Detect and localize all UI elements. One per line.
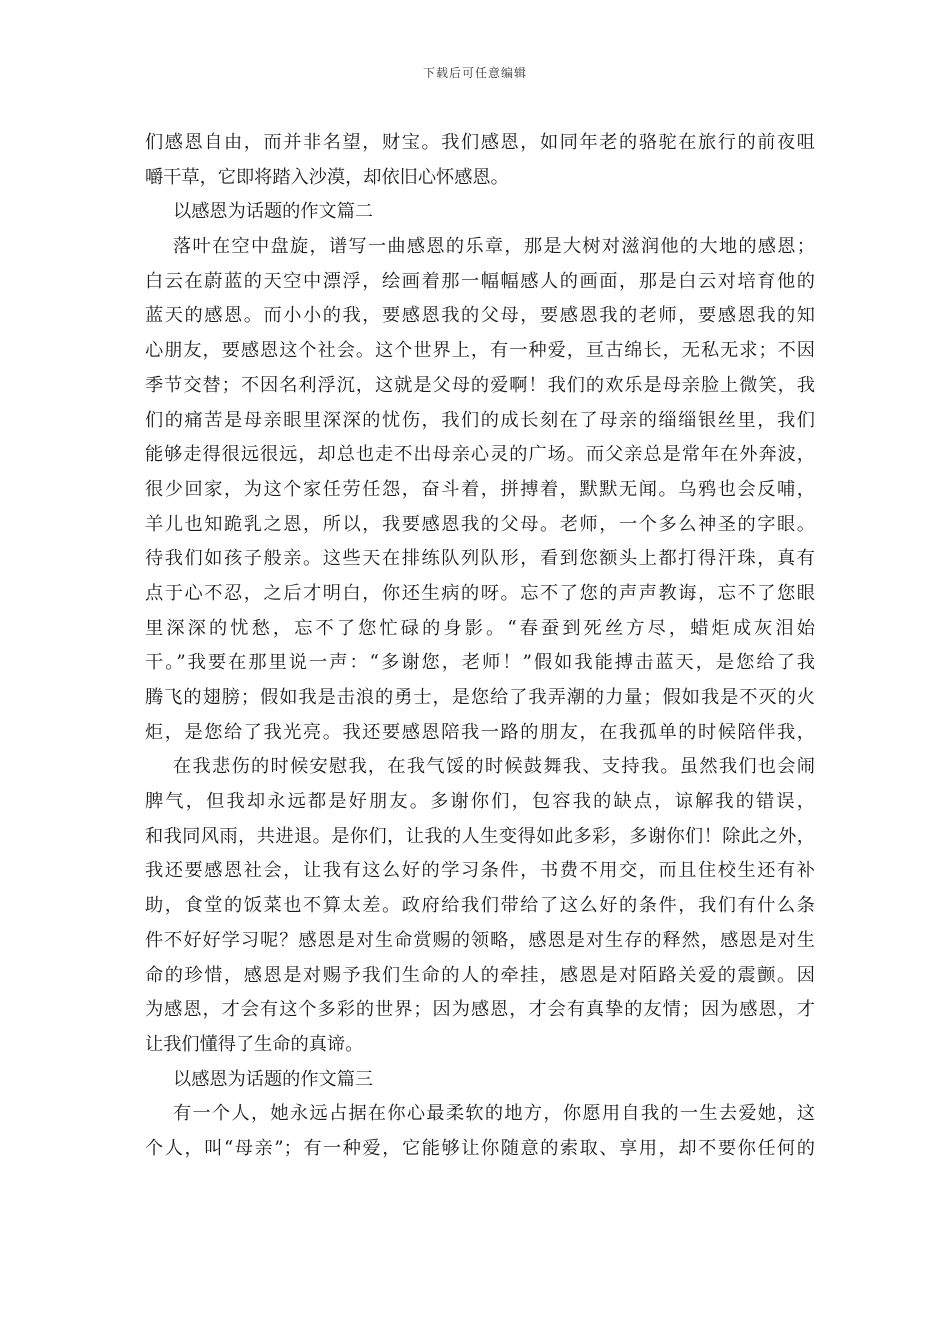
- text-line: 有一个人，她永远占据在你心最柔软的地方，你愿用自我的一生去爱她，这: [173, 1103, 815, 1125]
- text-line: 和我同风雨，共进退。是你们，让我的人生变得如此多彩，多谢你们！除此之外，: [145, 825, 815, 847]
- text-line: 我还要感恩社会，让我有这么好的学习条件，书费不用交，而且住校生还有补: [145, 860, 815, 882]
- text-line: 白云在蔚蓝的天空中漂浮，绘画着那一幅幅感人的画面，那是白云对培育他的: [145, 270, 815, 292]
- text-line: 待我们如孩子般亲。这些天在排练队列队形，看到您额头上都打得汗珠，真有: [145, 548, 815, 570]
- text-line: 干。”我要在那里说一声：“多谢您，老师！”假如我能搏击蓝天，是您给了我: [145, 652, 815, 674]
- text-line: 脾气，但我却永远都是好朋友。多谢你们，包容我的缺点，谅解我的错误，: [145, 791, 815, 813]
- text-line: 助，食堂的饭菜也不算太差。政府给我们带给了这么好的条件，我们有什么条: [145, 895, 815, 917]
- document-body: [145, 126, 815, 1167]
- text-line: 让我们懂得了生命的真谛。: [145, 1033, 364, 1055]
- text-line: 腾飞的翅膀；假如我是击浪的勇士，是您给了我弄潮的力量；假如我是不灭的火: [145, 687, 815, 708]
- section-heading: 以感恩为话题的作文篇二: [173, 201, 374, 223]
- text-line: 里深深的忧愁，忘不了您忙碌的身影。“春蚕到死丝方尽，蜡炬成灰泪始: [145, 617, 815, 639]
- section-heading: 以感恩为话题的作文篇三: [173, 1068, 374, 1090]
- text-line: 个人，叫“母亲”；有一种爱，它能够让你随意的索取、享用，却不要你任何的: [145, 1137, 815, 1159]
- text-line: 季节交替；不因名利浮沉，这就是父母的爱啊！我们的欢乐是母亲脸上微笑，我: [145, 374, 815, 396]
- text-line: 为感恩，才会有这个多彩的世界；因为感恩，才会有真挚的友情；因为感恩，才: [145, 999, 815, 1021]
- text-line: 嚼干草，它即将踏入沙漠，却依旧心怀感恩。: [145, 166, 509, 188]
- text-line: 件不好好学习呢？感恩是对生命赏赐的领略，感恩是对生存的释然，感恩是对生: [145, 929, 815, 951]
- text-line: 羊儿也知跪乳之恩，所以，我要感恩我的父母。老师，一个多么神圣的字眼。: [145, 513, 815, 535]
- text-line: 们感恩自由，而并非名望，财宝。我们感恩，如同年老的骆驼在旅行的前夜咀: [145, 132, 815, 153]
- text-line: 蓝天的感恩。而小小的我，要感恩我的父母，要感恩我的老师，要感恩我的知: [145, 305, 815, 327]
- text-line: 命的珍惜，感恩是对赐予我们生命的人的牵挂，感恩是对陌路关爱的震颤。因: [145, 964, 815, 986]
- text-line: 落叶在空中盘旋，谱写一曲感恩的乐章，那是大树对滋润他的大地的感恩；: [173, 236, 815, 258]
- text-line: 炬，是您给了我光亮。我还要感恩陪我一路的朋友，在我孤单的时候陪伴我，: [145, 721, 815, 743]
- text-line: 很少回家，为这个家任劳任怨，奋斗着，拼搏着，默默无闻。乌鸦也会反哺，: [145, 478, 815, 500]
- text-line: 在我悲伤的时候安慰我，在我气馁的时候鼓舞我、支持我。虽然我们也会闹: [173, 756, 815, 778]
- text-line: 心朋友，要感恩这个社会。这个世界上，有一种爱，亘古绵长，无私无求；不因: [145, 340, 815, 362]
- text-line: 们的痛苦是母亲眼里深深的忧伤，我们的成长刻在了母亲的缁缁银丝里，我们: [145, 409, 815, 431]
- page-header: 下载后可任意编辑: [422, 66, 527, 80]
- text-line: 点于心不忍，之后才明白，你还生病的呀。忘不了您的声声教诲，忘不了您眼: [145, 582, 815, 604]
- text-line: 能够走得很远很远，却总也走不出母亲心灵的广场。而父亲总是常年在外奔波，: [145, 444, 815, 466]
